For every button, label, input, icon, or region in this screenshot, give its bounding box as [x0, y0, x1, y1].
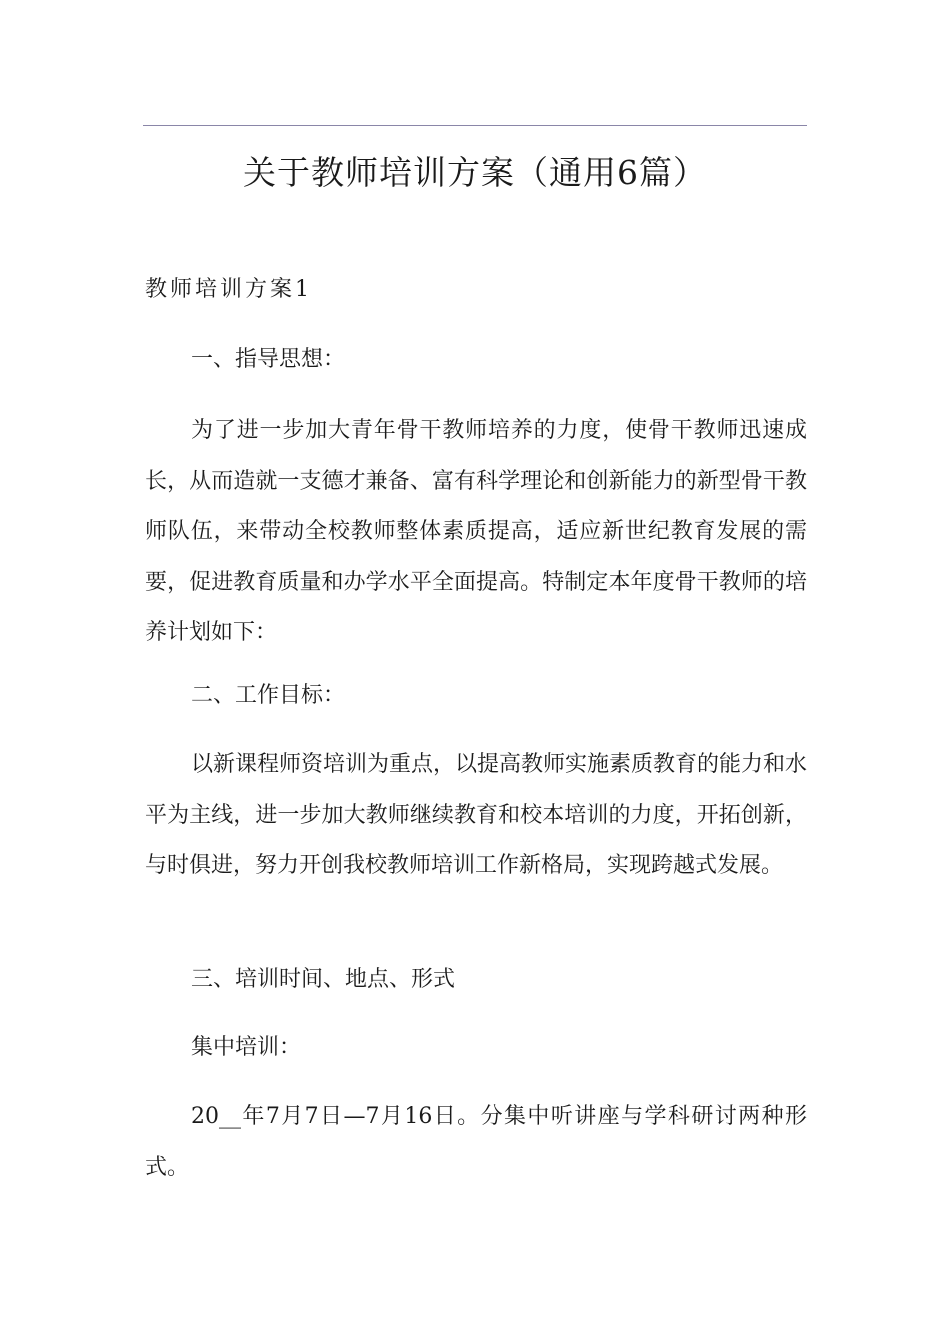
- subheading-work-goals: 二、工作目标：: [191, 683, 346, 708]
- subheading-centralized-training: 集中培训：: [191, 1035, 302, 1060]
- subheading-training-time-place: 三、培训时间、地点、形式: [191, 967, 456, 992]
- paragraph-guiding-ideology: 为了进一步加大青年骨干教师培养的力度，使骨干教师迅速成长，从而造就一支德才兼备、富有科学理论和创新能力的新型骨干教师队伍，来带动全校教师整体素质提高，适应新世纪教育发展的需要，促进教育质量和办学水平全面提高。特制定本年度骨干教师的培养计划如下：: [145, 418, 807, 645]
- paragraph-work-goals: 以新课程师资培训为重点，以提高教师实施素质教育的能力和水平为主线，进一步加大教师继续教育和校本培训的力度，开拓创新，与时俱进，努力开创我校教师培训工作新格局，实现跨越式发展。: [145, 752, 808, 878]
- subheading-guiding-ideology: 一、指导思想：: [191, 347, 346, 372]
- header-rule: [143, 125, 807, 126]
- paragraph-training-dates: 20__年7月7日—7月16日。分集中听讲座与学科研讨两种形式。: [145, 1104, 807, 1180]
- document-title: 关于教师培训方案（通用6篇）: [243, 153, 707, 192]
- section-heading: 教师培训方案1: [145, 277, 312, 302]
